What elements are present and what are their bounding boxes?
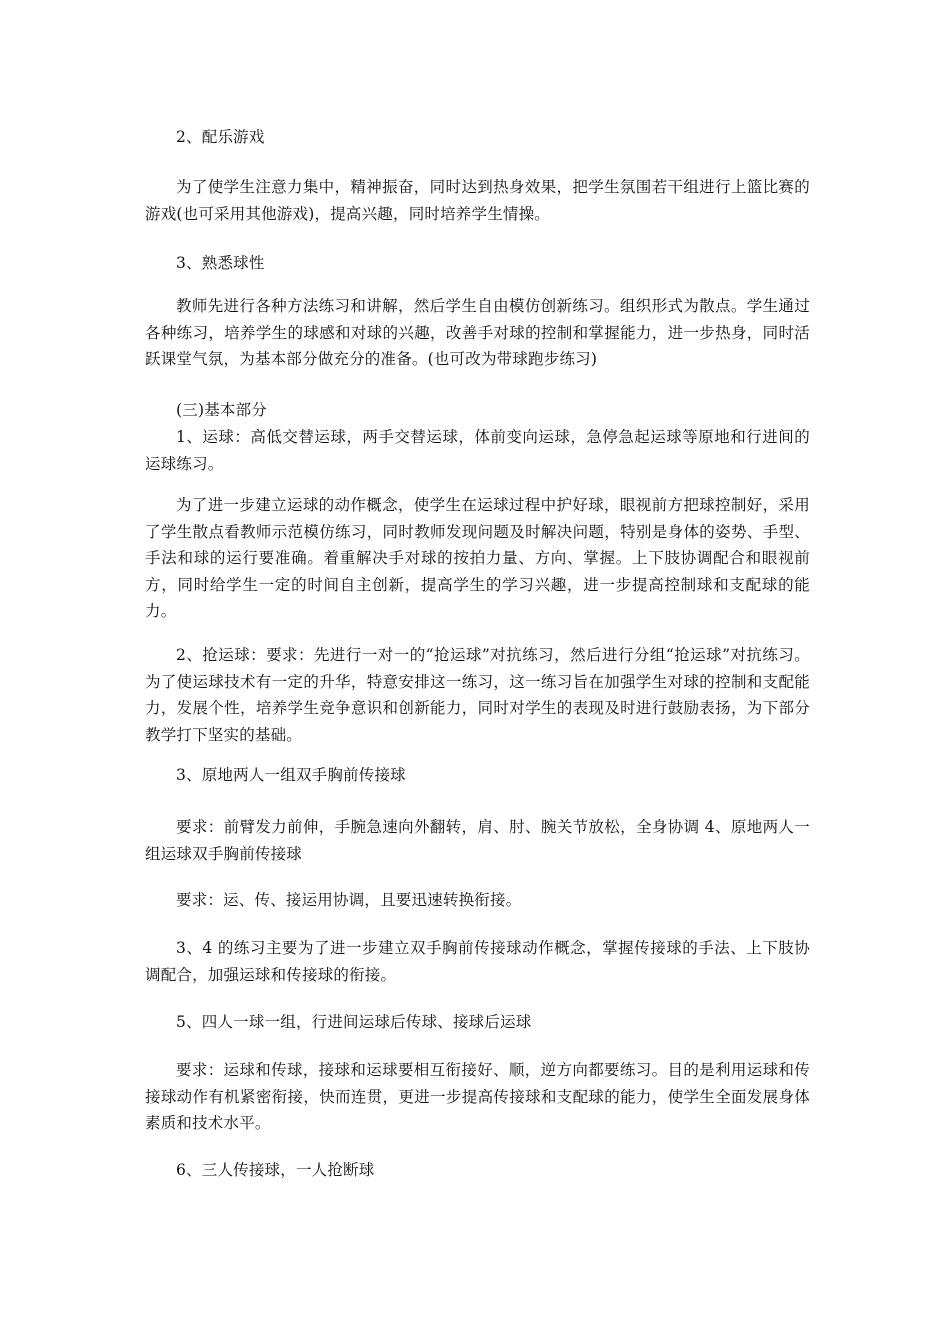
heading-ball-familiarity: 3、熟悉球性 xyxy=(176,254,265,272)
heading-three-person-pass: 6、三人传接球，一人抢断球 xyxy=(176,1161,375,1179)
heading-chest-pass: 3、原地两人一组双手胸前传接球 xyxy=(176,766,406,784)
paragraph-dribbling: 1、运球：高低交替运球，两手交替运球，体前变向运球，急停急起运球等原地和行进间的运球练习。 xyxy=(145,428,810,473)
paragraph-four-person-requirements: 要求：运球和传球，接球和运球要相互衔接好、顺，逆方向都要练习。目的是利用运球和传接球动作有机紧密衔接，快而连贯，更进一步提高传接球和支配球的能力，使学生全面发展身体素质和技术水平。 xyxy=(145,1061,810,1132)
paragraph-chest-pass-requirements: 要求：前臂发力前伸，手腕急速向外翻转，肩、肘、腕关节放松，全身协调 4、原地两人一组运球双手胸前传接球 xyxy=(145,818,810,863)
paragraph-steal-dribble: 2、抢运球：要求：先进行一对一的“抢运球”对抗练习，然后进行分组“抢运球”对抗练习。为了使运球技术有一定的升华，特意安排这一练习，这一练习旨在加强学生对球的控制和支配能力，发展个性，培养学生竞争意识和创新能力，同时对学生的表现及时进行鼓励表扬，为下部分教学打下坚实的基础。 xyxy=(145,646,810,744)
paragraph-coordination-requirement: 要求：运、传、接运用协调，且要迅速转换衔接。 xyxy=(176,891,522,909)
heading-music-game: 2、配乐游戏 xyxy=(176,128,265,146)
paragraph-ball-familiarity: 教师先进行各种方法练习和讲解，然后学生自由模仿创新练习。组织形式为散点。学生通过各种练习，培养学生的球感和对球的兴趣，改善手对球的控制和掌握能力，进一步热身，同时活跃课堂气氛，为基本部分做充分的准备。(也可改为带球跑步练习) xyxy=(145,297,810,368)
heading-basic-part: (三)基本部分 xyxy=(176,401,267,419)
heading-four-person-group: 5、四人一球一组，行进间运球后传球、接球后运球 xyxy=(176,1013,532,1031)
paragraph-dribbling-purpose: 为了进一步建立运球的动作概念，使学生在运球过程中护好球，眼视前方把球控制好，采用了学生散点看教师示范模仿练习，同时教师发现问题及时解决问题，特别是身体的姿势、手型、手法和球的运行要准确。着重解决手对球的按拍力量、方向、掌握。上下肢协调配合和眼视前方，同时给学生一定的时间自主创新，提高学生的学习兴趣，进一步提高控制球和支配球的能力。 xyxy=(145,496,810,620)
paragraph-exercise-purpose: 3、4 的练习主要为了进一步建立双手胸前传接球动作概念，掌握传接球的手法、上下肢协调配合，加强运球和传接球的衔接。 xyxy=(145,939,810,984)
paragraph-music-game: 为了使学生注意力集中，精神振奋，同时达到热身效果，把学生氛围若干组进行上篮比赛的游戏(也可采用其他游戏)，提高兴趣，同时培养学生情操。 xyxy=(145,178,810,223)
